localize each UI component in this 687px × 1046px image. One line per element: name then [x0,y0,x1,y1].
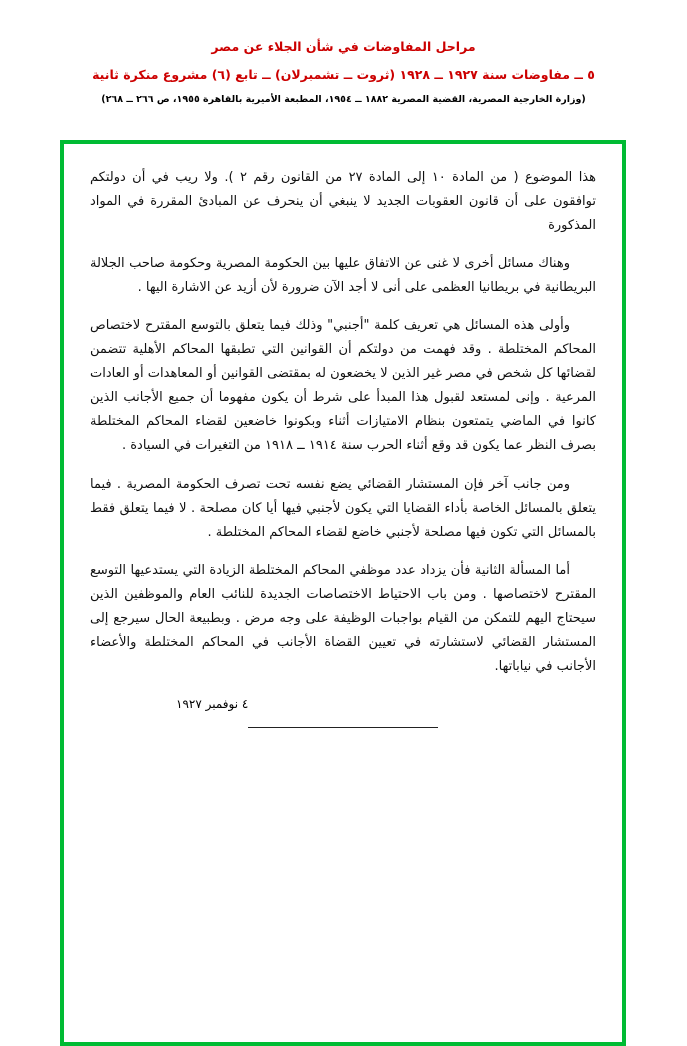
header-source-citation: (وزارة الخارجية المصرية، القضية المصرية ١٨٨٢ ــ ١٩٥٤، المطبعة الأميرية بالقاهرة ١٩٥٥، ص ٢٦٦ ــ ٢٦٨) [101,94,586,105]
horizontal-divider [248,727,438,728]
body-paragraph: هذا الموضوع ( من المادة ١٠ إلى المادة ٢٧ من القانون رقم ٢ ). ولا ريب في أن دولتكم توافقون على أن قانون العقوبات الجديد لا ينبغي أن ينحرف عن المبادئ المقررة في المواد المذكورة [90,170,596,234]
document-header [0,0,687,106]
body-paragraph: وهناك مسائل أخرى لا غنى عن الاتفاق عليها بين الحكومة المصرية وحكومة صاحب الجلالة البريطانية في بريطانيا العظمى على أنى لا أجد الآن ضرورة لأن أزيد عن الاشارة اليها . [90,256,596,296]
bordered-content-frame [60,140,626,1046]
page-title: مراحل المفاوضات في شأن الجلاء عن مصر [211,39,476,54]
document-body [64,144,622,728]
body-paragraph: ومن جانب آخر فإن المستشار القضائي يضع نفسه تحت تصرف الحكومة المصرية . فيما يتعلق بالمسائل الخاصة بأداء القضايا التي يكون لأجنبي فيها أيا كان مصلحة . لا فيما يتعلق فقط بالمسائل التي تكون فيها مصلحة لأجنبي خاضع لقضاء المحاكم المختلطة . [90,476,596,540]
document-date: ٤ نوفمبر ١٩٢٧ [176,696,249,711]
body-paragraph: وأولى هذه المسائل هي تعريف كلمة "أجنبي" وذلك فيما يتعلق بالتوسع المقترح لاختصاص المحاكم المختلطة . وقد فهمت من دولتكم أن القوانين التي تطبقها المحاكم الأهلية تتضمن لقضائها كل شخص في مصر غير الذين لا يخضعون له بمقتضى القوانين أو المعاهدات أو العادات المرعية . وإنى لمستعد لقبول هذا المبدأ على شرط أن يكون مفهوما أن جميع الأجانب الذين كانوا في الماضي يتمتعون بنظام الامتيازات أثناء وبكونوا خاضعين لقضاء المحاكم المختلطة بصرف النظر عما يكون قد وقع أثناء الحرب سنة ١٩١٤ ــ ١٩١٨ من التغيرات في السيادة . [90,318,596,454]
divider-wrap [90,727,596,728]
header-subtitle: ٥ ــ مفاوضات سنة ١٩٢٧ ــ ١٩٢٨ (ثروت ــ تشمبرلان) ــ تابع (٦) مشروع منكرة ثانية [92,66,595,82]
body-paragraph: أما المسألة الثانية فأن يزداد عدد موظفي المحاكم المختلطة الزيادة التي يستدعيها التوسع المقترح لاختصاصها . ومن باب الاحتياط الاختصاصات الجديدة للنائب العام والموظفين الذين سيحتاج اليهم للتمكن من القيام بواجبات الوظيفة على وجه مرض . وبطبيعة الحال سيرجع إلى المستشار القضائي لاستشارته في تعيين القضاة الأجانب في المحاكم المختلطة والأعضاء الأجانب في نياباتها. [90,562,596,674]
